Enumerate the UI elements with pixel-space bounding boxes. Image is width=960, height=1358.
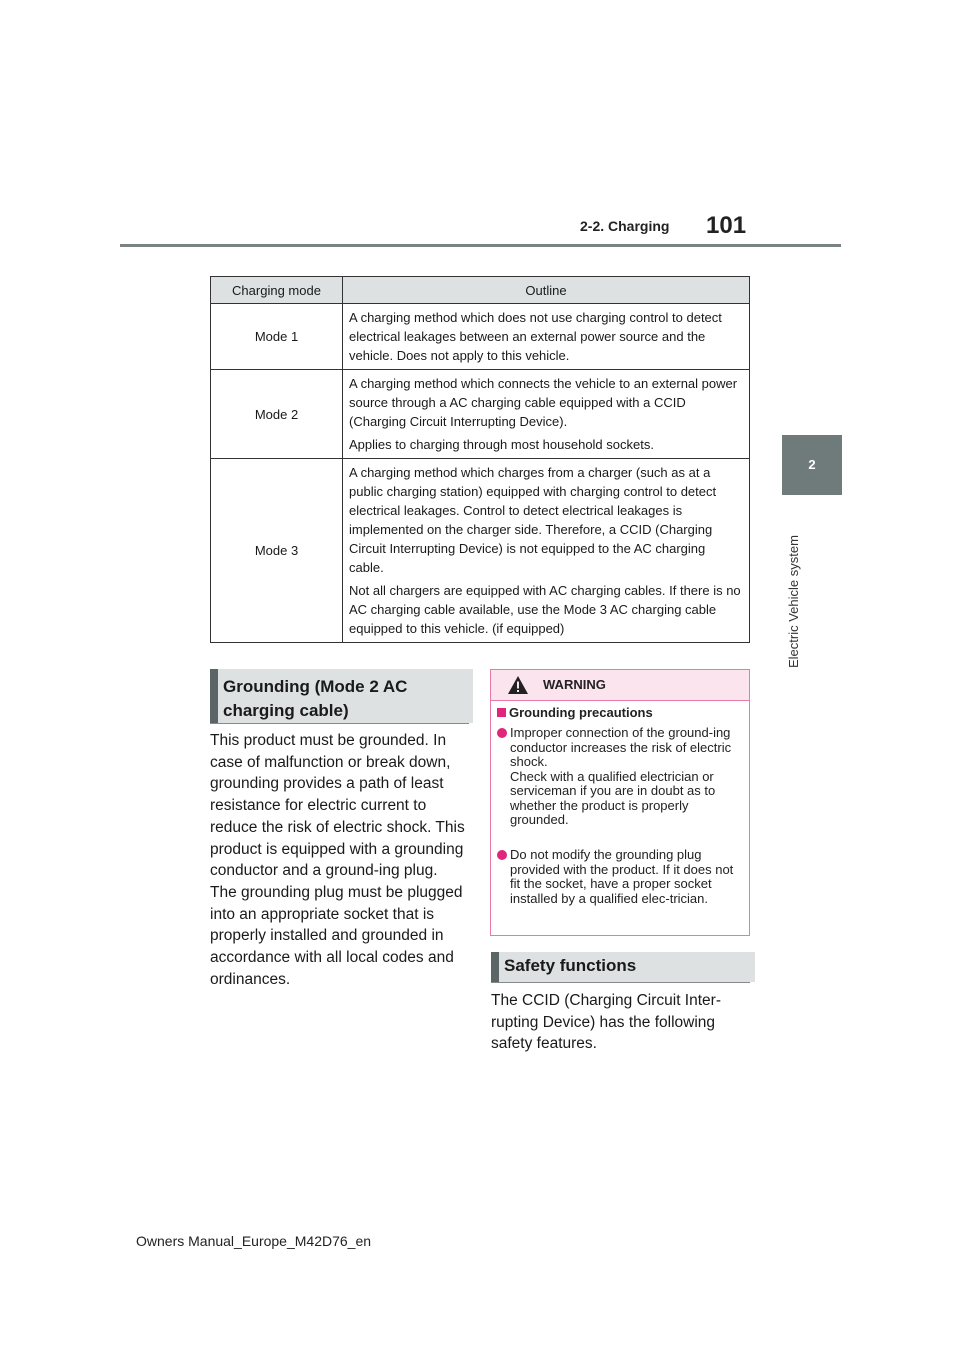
grounding-heading-rule (210, 723, 469, 724)
table-row (211, 459, 750, 643)
outline-paragraph: A charging method which connects the vehicle to an external power source through a AC charging cable equipped with a CCID (Charging Circuit Interrupting Device). (349, 376, 738, 429)
warning-subheading (497, 705, 653, 720)
footer-text: Owners Manual_Europe_M42D76_en (136, 1233, 372, 1249)
warning-item-text: Do not modify the grounding plug provided with the product. If it does not fit the socket, have a proper socket installed by a qualified elec-trician. (510, 847, 734, 906)
chapter-title-text: Electric Vehicle system (786, 535, 801, 668)
charging-mode-table (210, 276, 750, 643)
safety-body-text: The CCID (Charging Circuit Inter-rupting Device) has the following safety features. (491, 992, 721, 1053)
column-header-outline: Outline (343, 277, 750, 304)
table-row (211, 304, 750, 370)
outline-paragraph: Not all chargers are equipped with AC charging cables. If there is no AC charging cable available, use the Mode 3 AC charging cable equipped to this vehicle. (if equipped) (349, 583, 741, 636)
mode-cell: Mode 1 (211, 304, 343, 370)
outline-cell (343, 459, 750, 643)
table-header-row (211, 277, 750, 304)
square-bullet-icon (497, 708, 506, 717)
outline-paragraph: Applies to charging through most household sockets. (349, 437, 654, 452)
warning-title: WARNING (543, 677, 606, 692)
warning-item-text: Improper connection of the ground-ing conductor increases the risk of electric shock. Check with a qualified electrician or serviceman if you are in doubt as to whether the product is properly grounded. (510, 725, 732, 827)
column-header-mode: Charging mode (211, 277, 343, 304)
circle-bullet-icon (497, 850, 507, 860)
warning-item (497, 726, 743, 828)
mode-cell: Mode 3 (211, 459, 343, 643)
outline-paragraph: A charging method which charges from a charger (such as at a public charging station) equipped with charging control to detect electrical leakages. Control to detect electrical leakages is implemented on the charger side. Therefore, a CCID (Charging Circuit Interrupting Device) is not equipped to the AC charging cable. (349, 465, 717, 575)
section-reference: 2-2. Charging (580, 218, 670, 234)
outline-cell (343, 304, 750, 370)
safety-heading-text: Safety functions (504, 956, 637, 975)
warning-box (490, 669, 750, 936)
grounding-heading (210, 669, 473, 723)
grounding-body-text: This product must be grounded. In case of malfunction or break down, grounding provides a path of least resistance for electric current to reduce the risk of electric shock. This product is equipped with a grounding conductor and a ground-ing plug. The grounding plug must be plugged into an appropriate socket that is properly installed and grounded in accordance with all local codes and ordinances. (210, 732, 465, 988)
header-rule (120, 244, 841, 247)
circle-bullet-icon (497, 728, 507, 738)
chapter-title (768, 508, 808, 668)
warning-subheading-text: Grounding precautions (509, 705, 653, 720)
page-number: 101 (706, 212, 747, 239)
warning-header (491, 670, 749, 701)
outline-cell (343, 370, 750, 459)
outline-paragraph: A charging method which does not use charging control to detect electrical leakages between an external power source and the vehicle. Does not apply to this vehicle. (349, 310, 722, 363)
warning-item (497, 848, 743, 906)
grounding-heading-text: Grounding (Mode 2 AC charging cable) (223, 677, 408, 720)
table-row (211, 370, 750, 459)
safety-heading (491, 952, 755, 982)
mode-cell: Mode 2 (211, 370, 343, 459)
chapter-tab: 2 (782, 435, 842, 495)
warning-triangle-icon (507, 675, 529, 695)
safety-heading-rule (491, 982, 750, 983)
